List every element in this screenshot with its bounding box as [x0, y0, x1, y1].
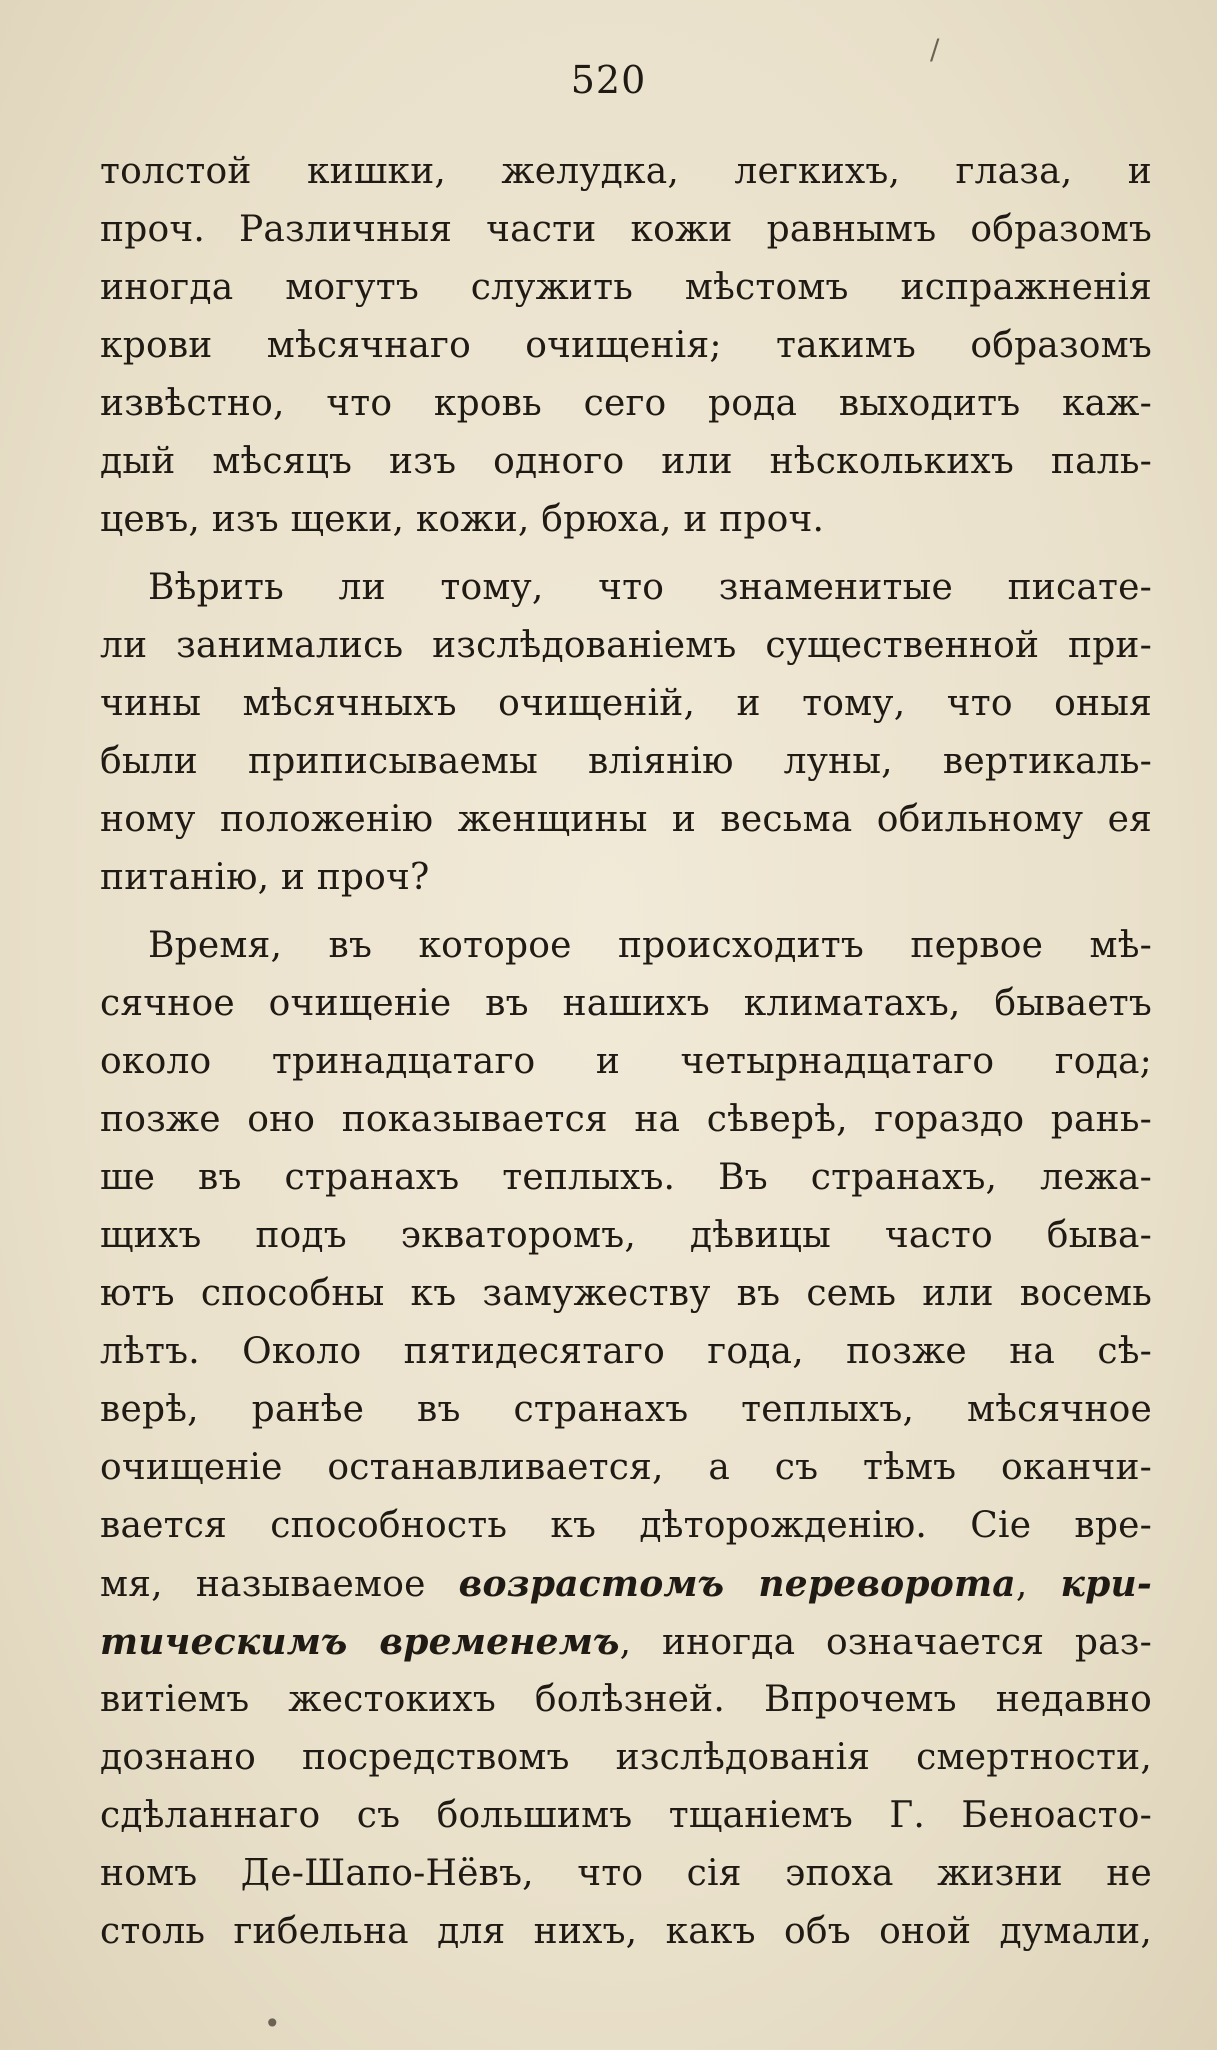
text-line: ше въ странахъ теплыхъ. Въ странахъ, лежа- [100, 1157, 1152, 1198]
text-line: витіемъ жестокихъ болѣзней. Впрочемъ недавно [100, 1679, 1152, 1720]
text-line: около тринадцатаго и четырнадцатаго года; [100, 1041, 1152, 1082]
ink-mark-top: / [930, 33, 940, 66]
text-line: вается способность къ дѣторожденію. Сіе вре- [100, 1505, 1152, 1546]
text-line: цевъ, изъ щеки, кожи, брюха, и проч. [100, 499, 825, 540]
text-line: позже оно показывается на сѣверѣ, гораздо рань- [100, 1099, 1152, 1140]
italic-term: тическимъ временемъ [100, 1621, 620, 1663]
text-line: Время, въ которое происходитъ первое мѣ- [148, 925, 1152, 966]
text-line: извѣстно, что кровь сего рода выходитъ каж- [100, 383, 1152, 424]
text-line: ному положенію женщины и весьма обильному ея [100, 799, 1152, 840]
italic-term: кри- [1060, 1563, 1152, 1605]
text-line: дый мѣсяцъ изъ одного или нѣсколькихъ паль- [100, 441, 1152, 482]
text-line: толстой кишки, желудка, легкихъ, глаза, и [100, 151, 1152, 192]
text-line-with-italic [100, 1556, 1152, 1612]
text-line: щихъ подъ экваторомъ, дѣвицы часто быва- [100, 1215, 1152, 1256]
text-span: , иногда означается раз- [619, 1622, 1152, 1663]
text-line: дознано посредствомъ изслѣдованія смертности, [100, 1737, 1152, 1778]
text-line: питанію, и проч? [100, 857, 430, 898]
text-line: верѣ, ранѣе въ странахъ теплыхъ, мѣсячное [100, 1389, 1152, 1430]
text-span: мя, называемое [100, 1564, 459, 1605]
text-line: ютъ способны къ замужеству въ семь или восемь [100, 1273, 1152, 1314]
text-line: столь гибельна для нихъ, какъ объ оной думали, [100, 1911, 1152, 1952]
text-line: были приписываемы вліянію луны, вертикаль- [100, 741, 1152, 782]
text-line: проч. Различныя части кожи равнымъ образомъ [100, 209, 1152, 250]
text-line: Вѣрить ли тому, что знаменитые писате- [148, 567, 1152, 608]
text-line: сячное очищеніе въ нашихъ климатахъ, бываетъ [100, 983, 1152, 1024]
text-line: номъ Де-Шапо-Нёвъ, что сія эпоха жизни не [100, 1853, 1152, 1894]
text-span: , [1015, 1564, 1061, 1605]
text-line-with-italic [100, 1614, 1152, 1670]
italic-term: возрастомъ переворота [458, 1563, 1016, 1605]
text-line: сдѣланнаго съ большимъ тщаніемъ Г. Беноастo- [100, 1795, 1152, 1836]
page-number: 520 [570, 58, 647, 102]
text-line: чины мѣсячныхъ очищеній, и тому, что оныя [100, 683, 1152, 724]
text-line: иногда могутъ служить мѣстомъ испражненія [100, 267, 1152, 308]
text-line: ли занимались изслѣдованіемъ существенной при- [100, 625, 1152, 666]
text-line: лѣтъ. Около пятидесятаго года, позже на сѣ- [100, 1331, 1152, 1372]
text-line: крови мѣсячнаго очищенія; такимъ образомъ [100, 325, 1152, 366]
ink-mark-bottom: • [264, 2007, 281, 2040]
text-line: очищеніе останавливается, а съ тѣмъ оканчи- [100, 1447, 1152, 1488]
